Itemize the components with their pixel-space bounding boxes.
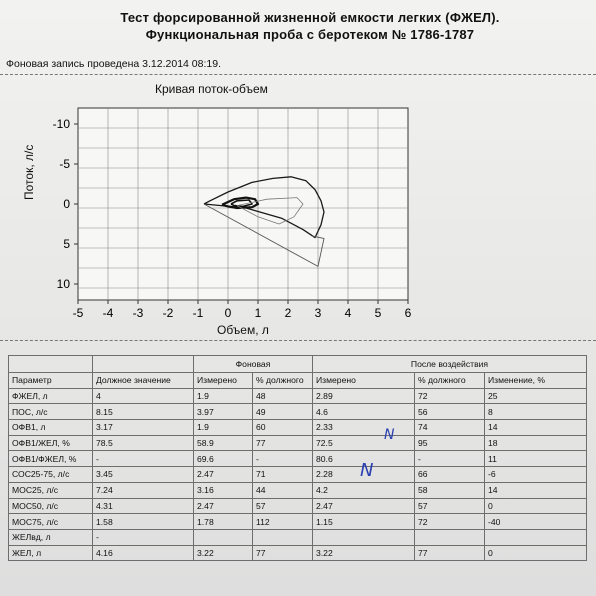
table-row — [9, 435, 587, 451]
x-tick-label: 3 — [314, 306, 322, 320]
x-tick-label: 4 — [344, 306, 352, 320]
table-cell: 2.89 — [313, 388, 415, 404]
table-cell — [194, 529, 253, 545]
table-cell: 60 — [253, 420, 313, 436]
table-cell: 14 — [485, 420, 587, 436]
table-row — [9, 498, 587, 514]
table-cell: 1.58 — [93, 514, 194, 530]
table-cell: 66 — [415, 467, 485, 483]
x-tick-label: 1 — [254, 306, 262, 320]
x-tick-label: -3 — [132, 306, 144, 320]
table-cell: 11 — [485, 451, 587, 467]
table-cell: 0 — [485, 498, 587, 514]
parameter-name-cell: СОС25-75, л/с — [9, 467, 93, 483]
document-subtitle: Функциональная проба с беротеком № 1786-1787 — [145, 27, 475, 42]
table-cell — [415, 529, 485, 545]
y-tick-label: 10 — [56, 277, 70, 291]
table-cell: 2.33 — [313, 420, 415, 436]
handwritten-mark: N — [384, 427, 395, 443]
table-cell: 3.22 — [194, 545, 253, 561]
table-cell: 14 — [485, 482, 587, 498]
table-cell: 77 — [253, 435, 313, 451]
table-cell: -6 — [485, 467, 587, 483]
table-cell: 112 — [253, 514, 313, 530]
table-cell: 56 — [415, 404, 485, 420]
table-cell: 95 — [415, 435, 485, 451]
parameter-name-cell: ПОС, л/с — [9, 404, 93, 420]
table-cell: 1.9 — [194, 420, 253, 436]
table-cell: 4 — [93, 388, 194, 404]
table-cell — [253, 529, 313, 545]
column-header: % должного — [415, 373, 485, 389]
table-cell: 57 — [253, 498, 313, 514]
table-cell: 2.47 — [194, 498, 253, 514]
table-cell: 1.78 — [194, 514, 253, 530]
table-cell: 3.17 — [93, 420, 194, 436]
flow-volume-chart — [0, 95, 596, 320]
parameter-name-cell: ОФВ1, л — [9, 420, 93, 436]
y-tick-label: 5 — [63, 237, 70, 251]
table-cell: 3.22 — [313, 545, 415, 561]
x-tick-label: 2 — [284, 306, 292, 320]
table-cell: 44 — [253, 482, 313, 498]
group-header-after: После воздействия — [313, 356, 587, 373]
table-row — [9, 467, 587, 483]
x-tick-label: 6 — [404, 306, 412, 320]
table-cell: 0 — [485, 545, 587, 561]
table-cell: 57 — [415, 498, 485, 514]
table-cell: 2.47 — [313, 498, 415, 514]
parameter-name-cell: МОС25, л/с — [9, 482, 93, 498]
table-cell: 58.9 — [194, 435, 253, 451]
x-tick-label: -1 — [192, 306, 204, 320]
table-cell: 4.16 — [93, 545, 194, 561]
table-row — [9, 388, 587, 404]
y-tick-label: -10 — [52, 117, 70, 131]
x-tick-label: -5 — [72, 306, 84, 320]
chart-title: Кривая поток-объем — [155, 82, 268, 96]
table-cell: 1.15 — [313, 514, 415, 530]
parameter-name-cell: ОФВ1/ФЖЕЛ, % — [9, 451, 93, 467]
table-cell: 4.6 — [313, 404, 415, 420]
y-axis-label: Поток, л/с — [22, 144, 36, 200]
table-cell: 72 — [415, 514, 485, 530]
table-cell: 71 — [253, 467, 313, 483]
column-header: Измерено — [313, 373, 415, 389]
table-cell: -40 — [485, 514, 587, 530]
parameter-name-cell: ЖЕЛвд, л — [9, 529, 93, 545]
x-tick-label: 5 — [374, 306, 382, 320]
x-tick-label: -4 — [102, 306, 114, 320]
parameter-name-cell: ОФВ1/ЖЕЛ, % — [9, 435, 93, 451]
table-cell — [313, 529, 415, 545]
handwritten-mark: N — [360, 460, 374, 481]
table-cell: 3.97 — [194, 404, 253, 420]
column-header: Измерено — [194, 373, 253, 389]
parameter-name-cell: МОС75, л/с — [9, 514, 93, 530]
table-cell — [485, 529, 587, 545]
x-tick-label: 0 — [224, 306, 232, 320]
parameter-name-cell: ЖЕЛ, л — [9, 545, 93, 561]
table-cell: 2.28 — [313, 467, 415, 483]
table-row — [9, 529, 587, 545]
table-row — [9, 404, 587, 420]
table-cell: 69.6 — [194, 451, 253, 467]
table-cell: 1.9 — [194, 388, 253, 404]
table-cell: 18 — [485, 435, 587, 451]
table-cell: - — [253, 451, 313, 467]
table-cell: 58 — [415, 482, 485, 498]
table-cell: 49 — [253, 404, 313, 420]
table-cell: 25 — [485, 388, 587, 404]
table-cell: 8.15 — [93, 404, 194, 420]
table-cell: - — [93, 451, 194, 467]
background-record-note: Фоновая запись проведена 3.12.2014 08:19. — [6, 58, 221, 70]
table-cell: 2.47 — [194, 467, 253, 483]
table-cell: 78.5 — [93, 435, 194, 451]
table-cell: 72.5 — [313, 435, 415, 451]
table-row — [9, 514, 587, 530]
table-cell: 7.24 — [93, 482, 194, 498]
y-tick-label: -5 — [59, 157, 70, 171]
y-tick-label: 0 — [63, 197, 70, 211]
table-cell: 4.31 — [93, 498, 194, 514]
table-cell: 72 — [415, 388, 485, 404]
document-title: Тест форсированной жизненной емкости легких (ФЖЕЛ). — [120, 10, 500, 25]
table-row — [9, 451, 587, 467]
column-header: Параметр — [9, 373, 93, 389]
divider — [0, 74, 596, 75]
x-tick-label: -2 — [162, 306, 174, 320]
table-cell: 3.45 — [93, 467, 194, 483]
table-cell: 3.16 — [194, 482, 253, 498]
column-header: Изменение, % — [485, 373, 587, 389]
parameter-name-cell: МОС50, л/с — [9, 498, 93, 514]
column-header: Должное значение — [93, 373, 194, 389]
table-cell: - — [93, 529, 194, 545]
table-header-row — [9, 373, 587, 389]
table-group-header-row — [9, 356, 587, 373]
parameter-name-cell: ФЖЕЛ, л — [9, 388, 93, 404]
table-cell: 74 — [415, 420, 485, 436]
table-cell: 8 — [485, 404, 587, 420]
table-row — [9, 545, 587, 561]
table-row — [9, 482, 587, 498]
table-cell: 77 — [253, 545, 313, 561]
table-row — [9, 420, 587, 436]
table-cell: 77 — [415, 545, 485, 561]
table-cell: - — [415, 451, 485, 467]
parameters-table — [8, 355, 587, 561]
table-cell: 4.2 — [313, 482, 415, 498]
group-header-background: Фоновая — [194, 356, 313, 373]
x-axis-label: Объем, л — [217, 323, 269, 337]
table-cell: 48 — [253, 388, 313, 404]
column-header: % должного — [253, 373, 313, 389]
divider — [0, 340, 596, 341]
table-cell: 80.6 — [313, 451, 415, 467]
